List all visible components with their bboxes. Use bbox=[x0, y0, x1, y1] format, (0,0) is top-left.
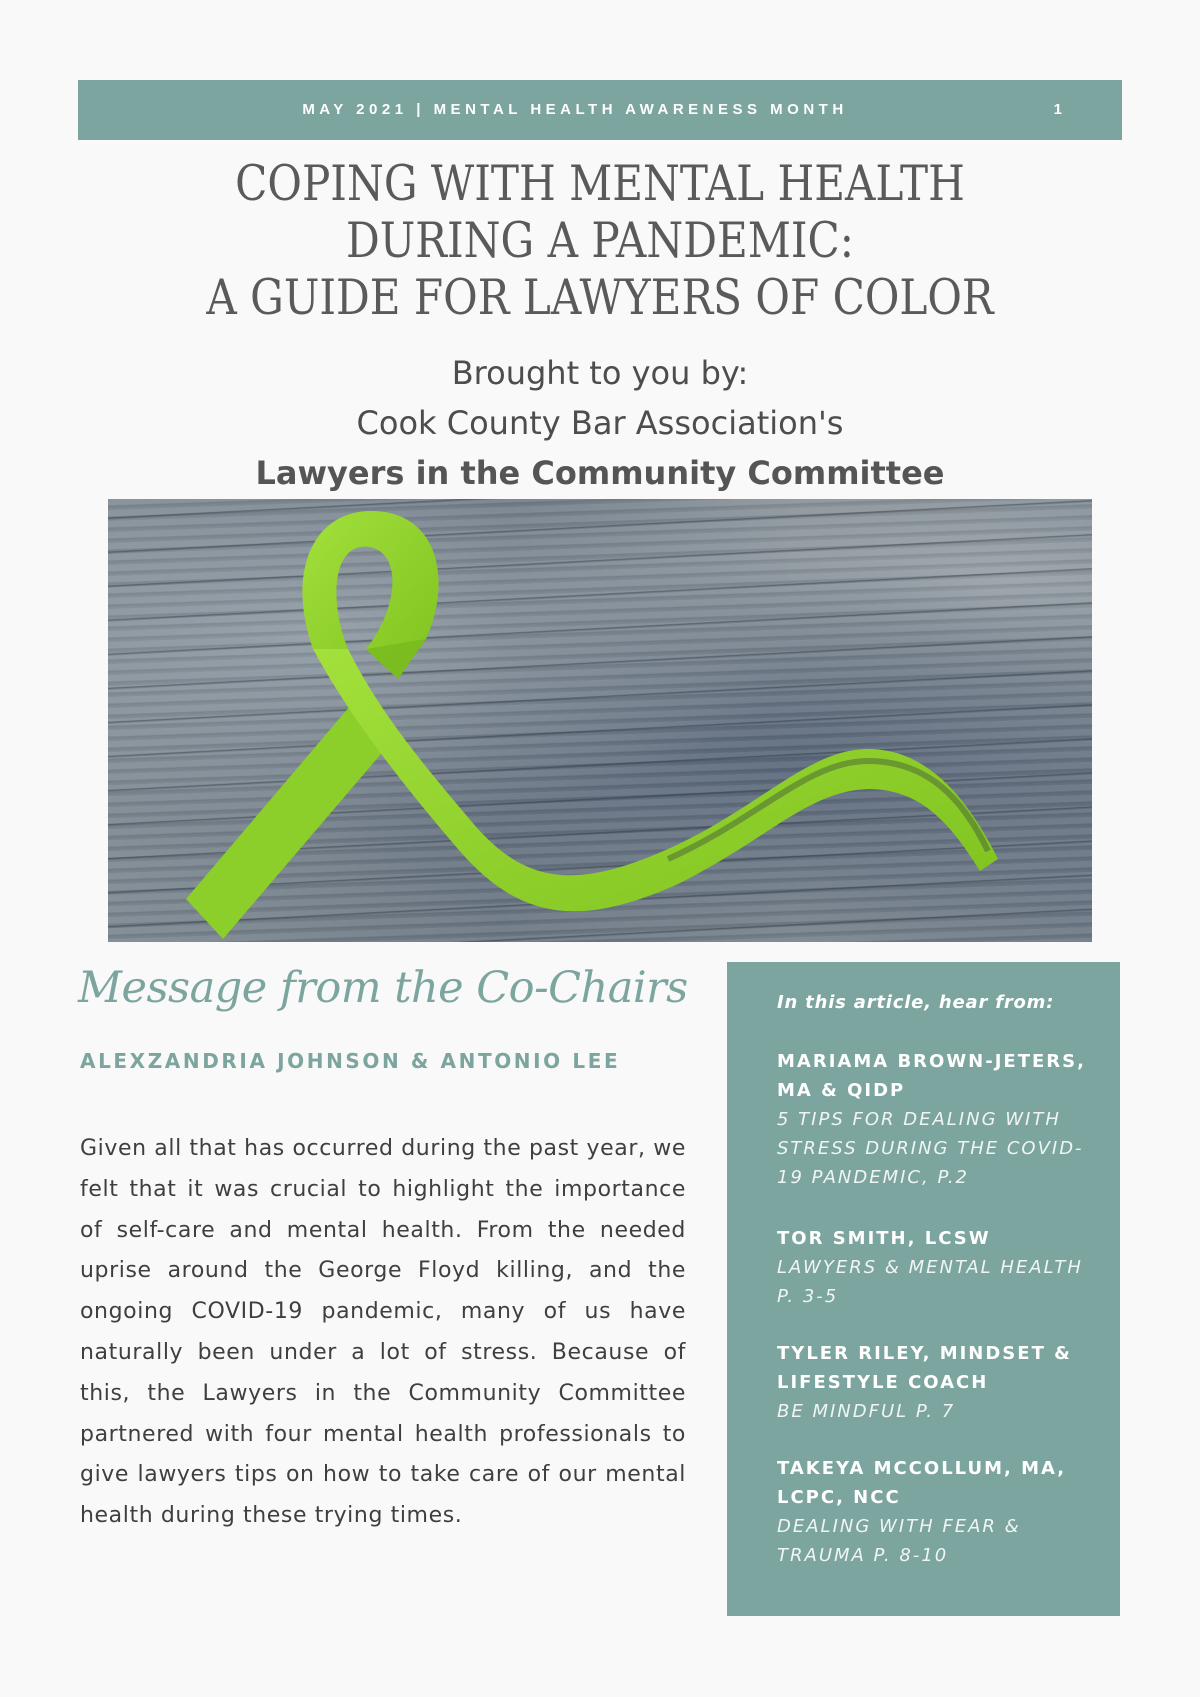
contributor-name: TAKEYA MCCOLLUM, MA, LCPC, NCC bbox=[777, 1458, 1067, 1508]
contributors-sidebar bbox=[727, 962, 1120, 1616]
contributor-item bbox=[777, 1454, 1097, 1570]
contributor-topic: DEALING WITH FEAR & TRAUMA P. 8-10 bbox=[777, 1516, 1021, 1566]
contributor-name: MARIAMA BROWN-JETERS, MA & QIDP bbox=[777, 1051, 1086, 1101]
title-line-3: A GUIDE FOR LAWYERS OF COLOR bbox=[206, 269, 994, 326]
contributor-topic: BE MINDFUL P. 7 bbox=[777, 1401, 956, 1422]
title-line-2: DURING A PANDEMIC: bbox=[345, 212, 855, 269]
hero-image bbox=[108, 499, 1092, 942]
header-banner bbox=[78, 80, 1122, 140]
byline-organization: Cook County Bar Association's bbox=[356, 404, 844, 442]
awareness-ribbon-icon bbox=[108, 499, 1092, 942]
banner-title: MAY 2021 | MENTAL HEALTH AWARENESS MONTH bbox=[302, 101, 848, 118]
contributor-name: TOR SMITH, LCSW bbox=[777, 1228, 991, 1249]
contributor-name: TYLER RILEY, MINDSET & LIFESTYLE COACH bbox=[777, 1343, 1072, 1393]
sidebar-heading: In this article, hear from: bbox=[777, 992, 1055, 1013]
section-heading: Message from the Co-Chairs bbox=[78, 963, 688, 1013]
page-title bbox=[136, 155, 1065, 326]
message-body: Given all that has occurred during the past year, we felt that it was crucial to highlight the importance of self-care and mental health. From the needed uprise around the George Floyd killing, and the ongoing COVID-19 pandemic, many of us have naturally been under a lot of stress. Because of this, the Lawyers in the Community Committee partnered with four mental health professionals to give lawyers tips on how to take care of our mental health during these trying times. bbox=[80, 1136, 686, 1529]
contributor-topic: 5 TIPS FOR DEALING WITH STRESS DURING THE COVID- 19 PANDEMIC, P.2 bbox=[777, 1109, 1084, 1188]
title-line-1: COPING WITH MENTAL HEALTH bbox=[235, 155, 965, 212]
contributor-item bbox=[777, 1047, 1097, 1192]
contributor-item bbox=[777, 1339, 1097, 1426]
byline-intro: Brought to you by: bbox=[451, 354, 749, 392]
byline bbox=[0, 348, 1200, 498]
co-chairs-names: ALEXZANDRIA JOHNSON & ANTONIO LEE bbox=[80, 1049, 621, 1073]
contributor-topic: LAWYERS & MENTAL HEALTH P. 3-5 bbox=[777, 1257, 1083, 1307]
contributor-item bbox=[777, 1224, 1097, 1311]
page-number: 1 bbox=[1053, 101, 1062, 118]
byline-committee: Lawyers in the Community Committee bbox=[255, 454, 945, 492]
